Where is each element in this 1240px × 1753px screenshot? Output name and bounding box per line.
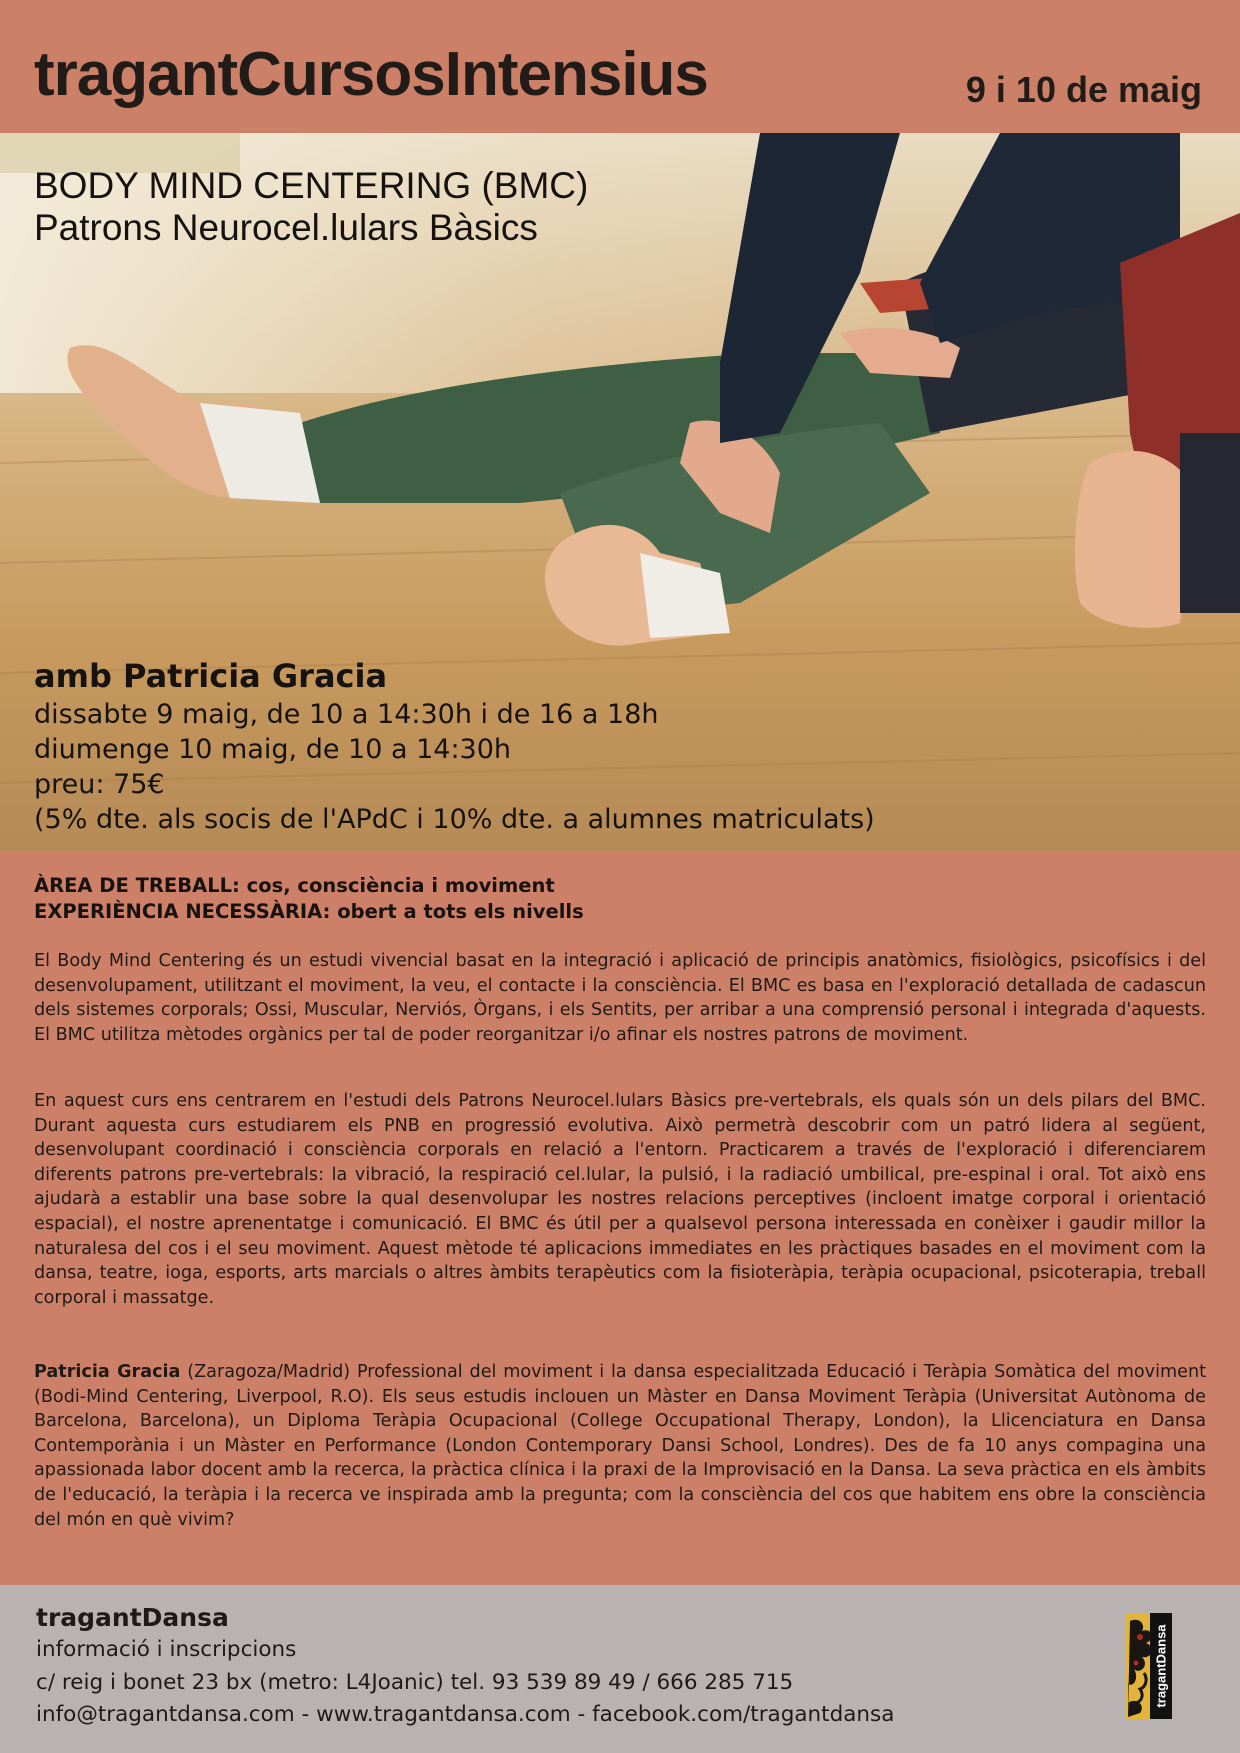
description-paragraph-1: El Body Mind Centering és un estudi vivencial basat en la integració i aplicació de principis anatòmics, fisiològics, psicofísics i del desenvolupament, utilitzant el moviment, la veu, el contacte i la consciència. El BMC es basa en l'exploració detallada de cadascun dels sistemes corporals; Ossi, Muscular, Nerviós, Òrgans, i els Sentits, per arribar a una comprensió personal i integrada d'aquests. El BMC utilitza mètodes orgànics per tal de poder reorganitzar i/o afinar els nostres patrons de moviment. <box>34 951 1206 1045</box>
work-area: ÀREA DE TREBALL: cos, consciència i moviment <box>34 874 555 897</box>
discount-note: (5% dte. als socis de l'APdC i 10% dte. a alumnes matriculats) <box>34 804 875 835</box>
footer-contact-links[interactable]: info@tragantdansa.com - www.tragantdansa.com - facebook.com/tragantdansa <box>36 1702 895 1727</box>
price: preu: 75€ <box>34 769 165 800</box>
instructor-name: amb Patricia Gracia <box>34 657 388 695</box>
instructor-block <box>34 655 875 837</box>
schedule-saturday: dissabte 9 maig, de 10 a 14:30h i de 16 a 18h <box>34 699 659 730</box>
bio-text: (Zaragoza/Madrid) Professional del moviment i la dansa especialitzada Educació i Teràpia Somàtica del moviment (Bodi-Mind Centering, Liverpool, R.O). Els seus estudis inclouen un Màster en Dansa Moviment Teràpia (Universitat Autònoma de Barcelona, Barcelona), un Diploma Teràpia Ocupacional (College Occupational Therapy, London), la Llicenciatura en Dansa Contemporània i un Màster en Performance (London Contemporary Dansi School, Londres). Des de fa 10 anys compagina una apassionada labor docent amb la recerca, la pràctica clínica i la praxi de la Improvisació en la Dansa. La seva pràctica en els àmbits de l'educació, la teràpia i la recerca ve inspirada amb la pregunta; com la consciència del cos que habitem ens obre la consciència del món en què vivim? <box>34 1362 1206 1530</box>
schedule-sunday: diumenge 10 maig, de 10 a 14:30h <box>34 734 512 765</box>
hero-photo <box>0 133 1240 851</box>
course-title-line2: Patrons Neurocel.lulars Bàsics <box>34 207 538 248</box>
instructor-bio <box>34 1360 1206 1532</box>
course-info <box>34 873 1206 925</box>
brand-title: tragantCursosIntensius <box>34 40 708 109</box>
logo-wordmark <box>1150 1613 1172 1719</box>
required-experience: EXPERIÈNCIA NECESSÀRIA: obert a tots els nivells <box>34 900 584 923</box>
logo-wordmark-text: tragantDansa <box>1153 1624 1169 1708</box>
bio-name: Patricia Gracia <box>34 1362 181 1382</box>
header-band <box>0 0 1240 133</box>
footer-info-label: informació i inscripcions <box>36 1637 297 1662</box>
footer-address: c/ reig i bonet 23 bx (metro: L4Joanic) tel. 93 539 89 49 / 666 285 715 <box>36 1670 794 1695</box>
course-title <box>34 165 588 249</box>
footer-brand: tragantDansa <box>36 1603 229 1632</box>
event-dates: 9 i 10 de maig <box>965 69 1202 110</box>
footer <box>0 1585 1240 1753</box>
course-title-line1: BODY MIND CENTERING (BMC) <box>34 165 589 206</box>
description-paragraph-2: En aquest curs ens centrarem en l'estudi dels Patrons Neurocel.lulars Bàsics pre-vertebrals, els quals són un dels pilars del BMC. Durant aquesta curs estudiarem els PNB en progressió evolutiva. Això permetrà descobrir com un patró lidera al següent, desenvolupant coordinació i consciència corporals en relació a l'entorn. Practicarem a través de l'exploració i diferenciarem diferents patrons pre-vertebrals: la vibració, la respiració cel.lular, la pulsió, i la radiació umbilical, pre-espinal i oral. Tot això ens ajudarà a establir una base sobre la qual desenvolupar les nostres relacions perceptives (incloent imatge corporal i orientació espacial), el nostre aprenentatge i comunicació. El BMC és útil per a qualsevol persona interessada en conèixer i gaudir millor la naturalesa del cos i el seu moviment. Aquest mètode té aplicacions immediates en les pràctiques basades en el moviment com la dansa, teatre, ioga, esports, arts marcials o altres àmbits terapèutics com la fisioteràpia, teràpia ocupacional, psicoterapia, treball corporal i massatge. <box>34 1091 1206 1308</box>
